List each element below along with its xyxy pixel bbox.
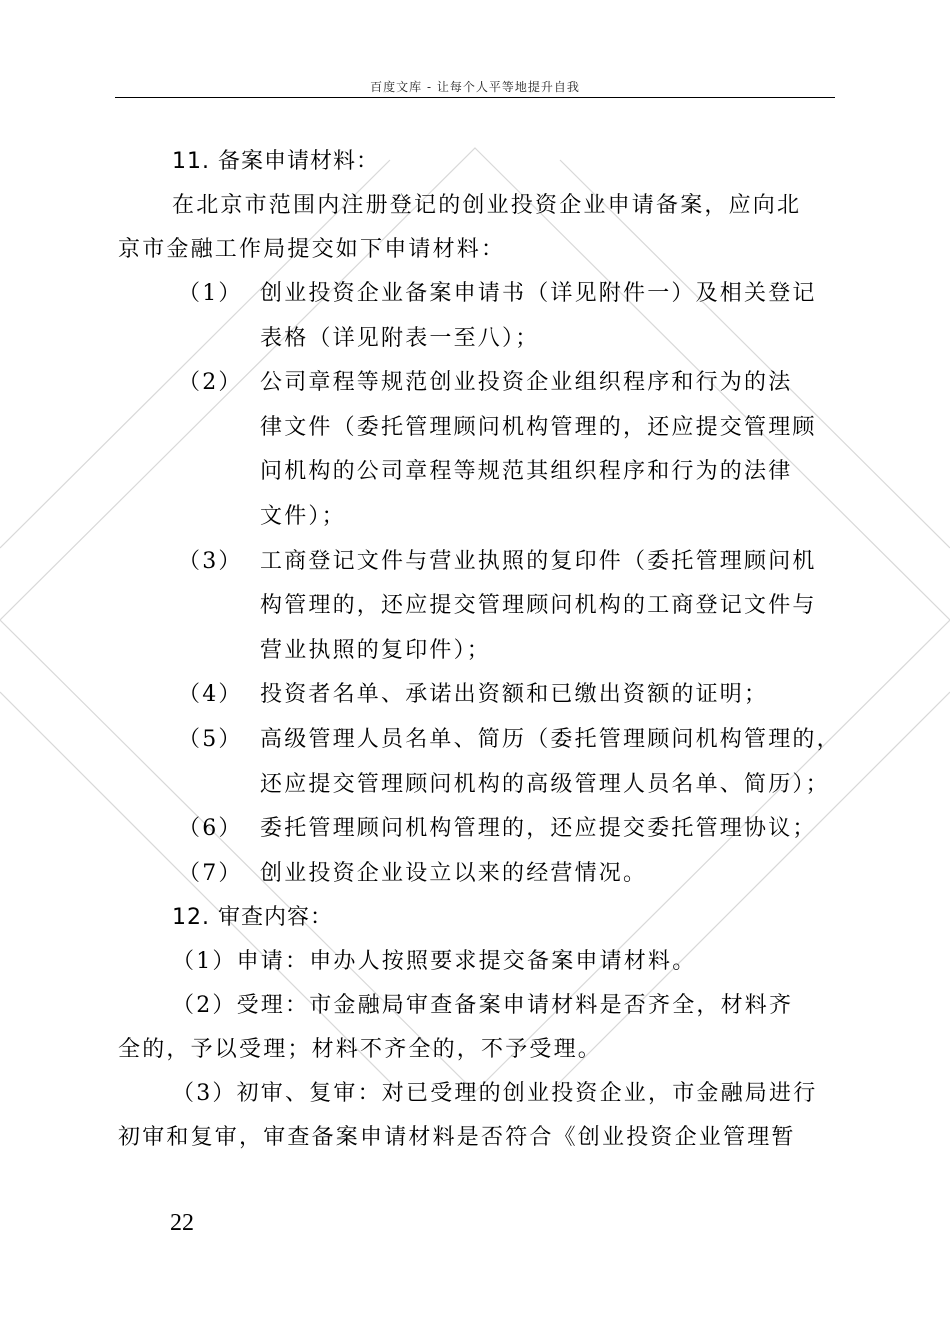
list-item [118, 673, 830, 718]
list-item-line: 工商登记文件与营业执照的复印件（委托管理顾问机 [260, 548, 817, 574]
list-item [118, 852, 830, 897]
section-11-intro-line-1: 在北京市范围内注册登记的创业投资企业申请备案，应向北 [172, 193, 802, 218]
list-item-number: （1） [178, 281, 243, 306]
list-item-number: （7） [178, 860, 243, 886]
list-item [118, 540, 830, 674]
list-item-number: （4） [178, 682, 243, 708]
list-item-line: 创业投资企业备案申请书（详见附件一）及相关登记 [260, 281, 817, 306]
section-12-heading: 12. 审查内容： [172, 905, 333, 931]
list-item-line: 营业执照的复印件）； [260, 637, 492, 663]
list-item [118, 718, 841, 807]
list-item-line: 高级管理人员名单、简历（委托管理顾问机构管理的， [260, 726, 841, 752]
list-item [118, 272, 830, 361]
list-item [118, 361, 830, 539]
list-item-text [260, 361, 836, 539]
list-item-number: （5） [178, 726, 243, 752]
section-12-paragraph-3-line-1: （3）初审、复审：对已受理的创业投资企业，市金融局进行 [172, 1081, 818, 1107]
list-item-line: 文件）； [260, 503, 346, 529]
list-item-line: 公司章程等规范创业投资企业组织程序和行为的法 [260, 370, 793, 396]
list-item-text [260, 852, 836, 897]
list-item-number: （2） [178, 370, 243, 396]
list-item-line: 问机构的公司章程等规范其组织程序和行为的法律 [260, 459, 793, 485]
list-item-text [260, 673, 836, 718]
list-item-text [260, 807, 836, 852]
list-item-text [260, 718, 841, 807]
list-item-text [260, 540, 836, 674]
list-item-line: 表格（详见附表一至八）； [260, 325, 540, 351]
list-item [118, 807, 830, 852]
section-12-paragraph-3-line-2: 初审和复审，审查备案申请材料是否符合《创业投资企业管理暂 [118, 1125, 796, 1151]
section-12-paragraph-1: （1）申请：申办人按照要求提交备案申请材料。 [172, 949, 697, 975]
list-item-number: （6） [178, 816, 243, 842]
section-11-intro-line-2: 京市金融工作局提交如下申请材料： [118, 237, 506, 262]
materials-list [118, 272, 841, 896]
list-item-number: （3） [178, 548, 243, 574]
list-item-line: 构管理的，还应提交管理顾问机构的工商登记文件与 [260, 593, 817, 619]
section-12-paragraph-2-line-2: 全的，予以受理；材料不齐全的，不予受理。 [118, 1037, 603, 1063]
document-body [118, 140, 841, 1160]
section-11-heading: 11. 备案申请材料： [172, 149, 379, 174]
list-item-line: 投资者名单、承诺出资额和已缴出资额的证明； [260, 682, 769, 708]
list-item-text [260, 272, 836, 361]
section-12-paragraph-2-line-1: （2）受理：市金融局审查备案申请材料是否齐全，材料齐 [172, 993, 794, 1019]
document-header: 百度文库 - 让每个人平等地提升自我 [370, 80, 580, 94]
list-item-line: 律文件（委托管理顾问机构管理的，还应提交管理顾 [260, 414, 817, 440]
list-item-line: 创业投资企业设立以来的经营情况。 [260, 860, 648, 886]
page-number: 22 [170, 1210, 194, 1236]
list-item-line: 委托管理顾问机构管理的，还应提交委托管理协议； [260, 816, 817, 842]
list-item-line: 还应提交管理顾问机构的高级管理人员名单、简历）； [260, 771, 830, 797]
header-rule [115, 97, 835, 98]
